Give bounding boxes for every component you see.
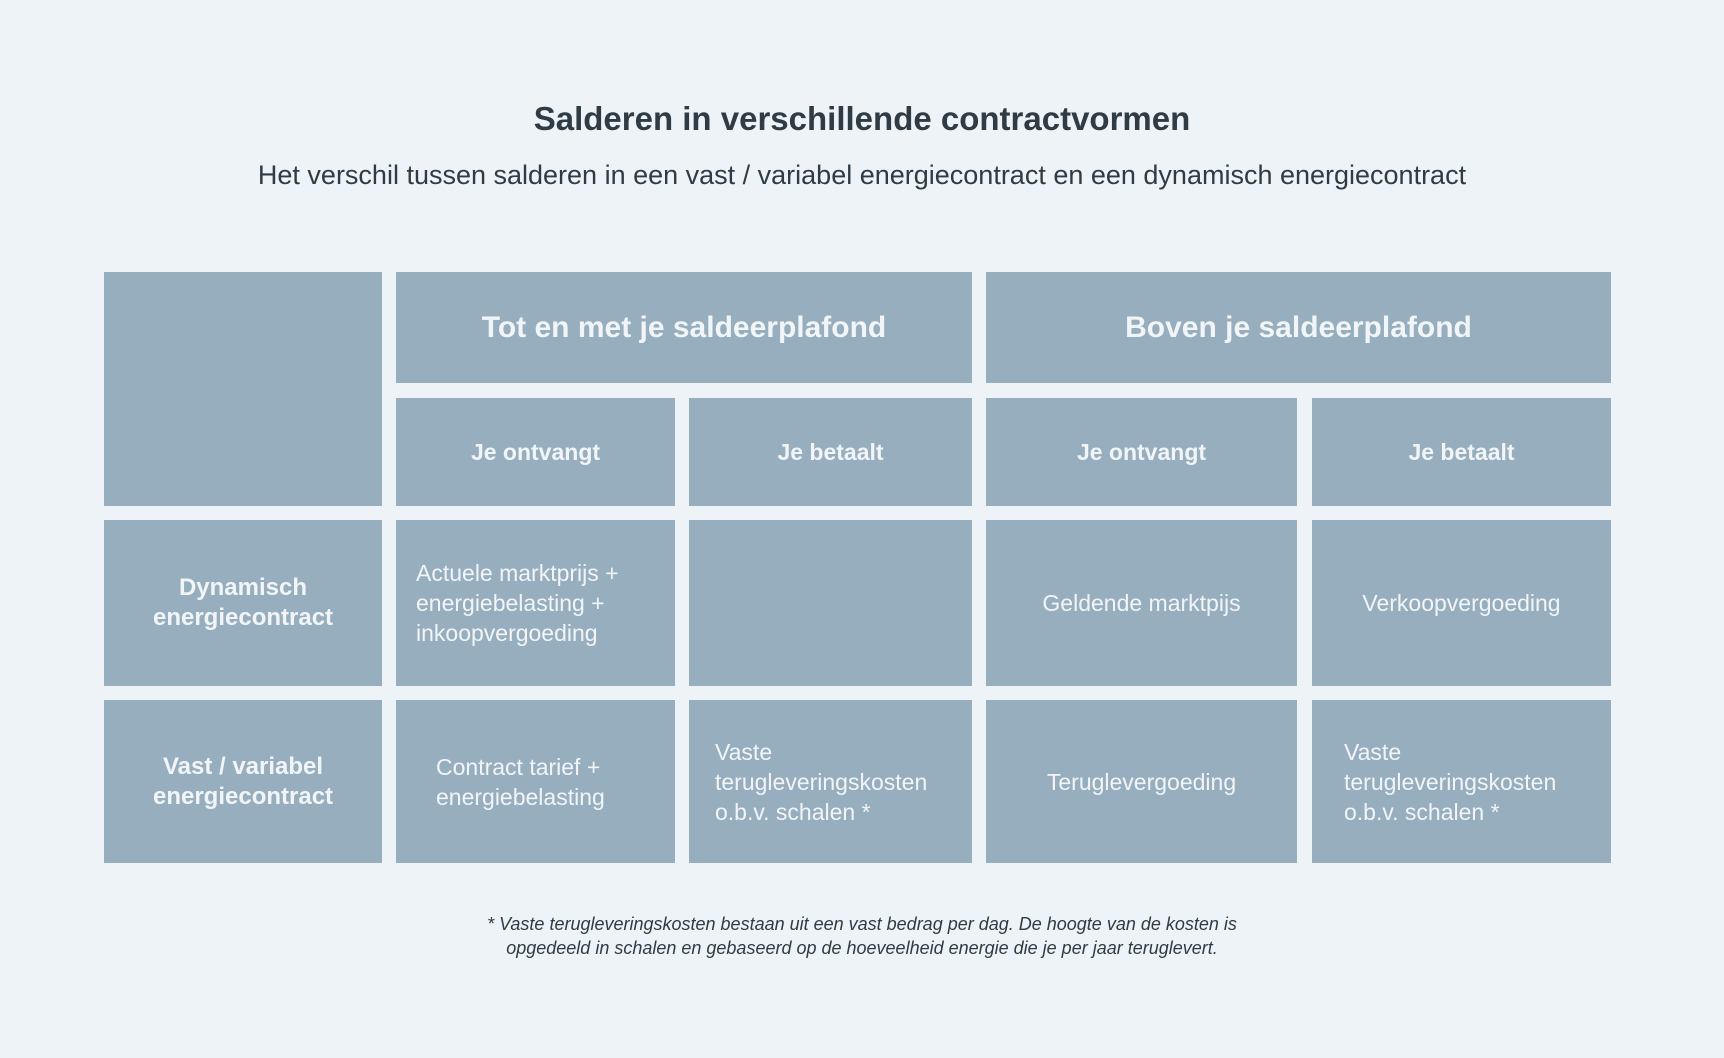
group-header-up-to-cap: Tot en met je saldeerplafond <box>396 272 972 383</box>
table-cell: Verkoopvergoeding <box>1312 520 1611 686</box>
table-corner-cell <box>104 272 382 506</box>
footnote-line: * Vaste terugleveringskosten bestaan uit een vast bedrag per dag. De hoogte van de kosten is <box>487 914 1237 934</box>
table-cell: Vaste terugleveringskosten o.b.v. schalen * <box>1312 700 1611 863</box>
group-header-above-cap: Boven je saldeerplafond <box>986 272 1611 383</box>
row-header-fixed-variable: Vast / variabel energiecontract <box>104 700 382 863</box>
sub-header-receive: Je ontvangt <box>396 398 675 506</box>
table-cell: Geldende marktpijs <box>986 520 1297 686</box>
table-cell: Actuele marktprijs + energiebelasting + inkoopvergoeding <box>396 520 675 686</box>
footnote-line: opgedeeld in schalen en gebaseerd op de hoeveelheid energie die je per jaar teruglevert. <box>506 938 1218 958</box>
table-cell: Teruglevergoeding <box>986 700 1297 863</box>
footnote <box>0 912 1724 960</box>
page-subtitle: Het verschil tussen salderen in een vast / variabel energiecontract en een dynamisch energiecontract <box>257 160 1467 190</box>
sub-header-pay: Je betaalt <box>1312 398 1611 506</box>
table-cell: Vaste terugleveringskosten o.b.v. schalen * <box>689 700 972 863</box>
sub-header-pay: Je betaalt <box>689 398 972 506</box>
sub-header-receive: Je ontvangt <box>986 398 1297 506</box>
page-title: Salderen in verschillende contractvormen <box>533 100 1191 137</box>
table-cell <box>689 520 972 686</box>
table-cell: Contract tarief + energiebelasting <box>396 700 675 863</box>
row-header-dynamic: Dynamisch energiecontract <box>104 520 382 686</box>
